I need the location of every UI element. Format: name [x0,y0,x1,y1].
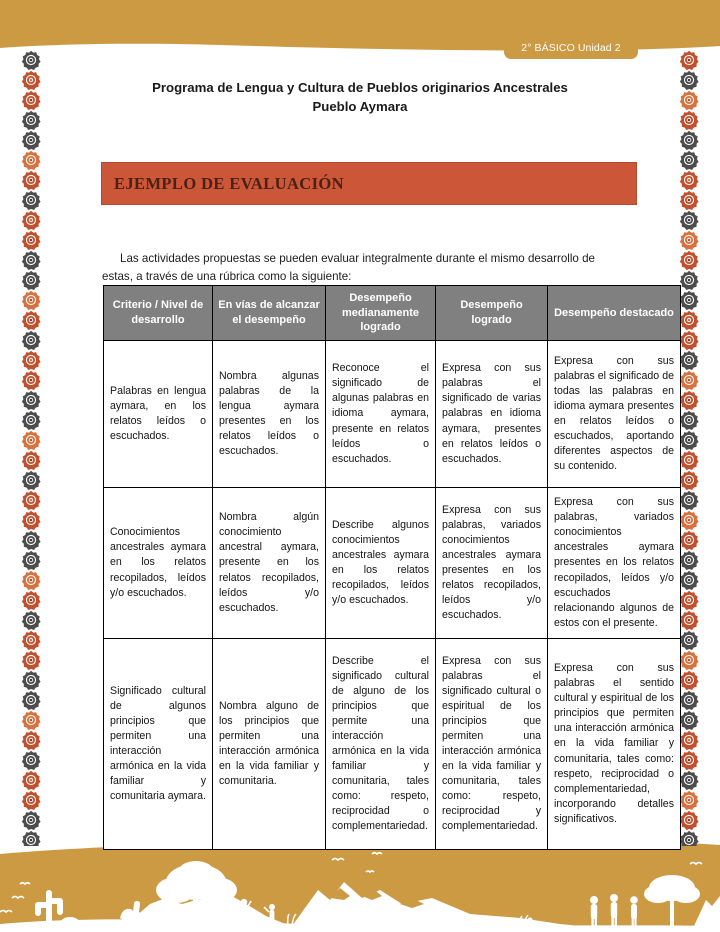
cell-destacado: Expresa con sus palabras, variados conocimientos ancestrales aymara presentes en los relatos recopilados, leídos y/o escuchados relacionando algunos de estos con el presente. [548,488,681,639]
table-header-logrado: Desempeño logrado [436,286,548,341]
left-decorative-border [14,46,48,846]
table-header-en-vias: En vías de alcanzar el desempeño [213,286,326,341]
cell-en-vias: Nombra alguno de los principios que permiten una interacción armónica en la vida familiar y comunitaria. [213,639,326,850]
intro-paragraph: Las actividades propuestas se pueden evaluar integralmente durante el mismo desarrollo de estas, a través de una rúbrica como la siguiente: [102,251,595,283]
section-banner-title: EJEMPLO DE EVALUACIÓN [114,173,344,193]
cell-en-vias: Nombra algunas palabras de la lengua aymara presentes en los relatos leídos o escuchados. [213,341,326,488]
page-title [110,78,610,116]
cell-medianamente: Reconoce el significado de algunas palabras en idioma aymara, presente en relatos leídos o escuchados. [326,341,436,488]
cell-logrado: Expresa con sus palabras el significado de varias palabras en idioma aymara, presentes en relatos leídos o escuchados. [436,341,548,488]
table-header-destacado: Desempeño destacado [548,286,681,341]
cell-logrado: Expresa con sus palabras el significado cultural o espiritual de los principios que permiten una interacción armónica en la vida familiar y comunitaria, tales como: respeto, reciprocidad y complementariedad. [436,639,548,850]
cell-destacado: Expresa con sus palabras el sentido cultural y espiritual de los principios que permiten una interacción armónica en la vida familiar y comunitaria, tales como: respeto, reciprocidad o complementariedad, incorporando detalles significativos. [548,639,681,850]
rubric-table-container [103,285,680,850]
cell-medianamente: Describe el significado cultural de alguno de los principios que permite una interacción armónica en la vida familiar y comunitaria, tales como: respeto, reciprocidad o complementariedad. [326,639,436,850]
table-row [104,488,681,639]
cell-criterion: Conocimientos ancestrales aymara en los relatos recopilados, leídos y/o escuchados. [104,488,213,639]
cell-en-vias: Nombra algún conocimiento ancestral aymara, presente en los relatos recopilados, leídos y/o escuchados. [213,488,326,639]
page-title-line-2: Pueblo Aymara [312,99,408,115]
section-banner [102,163,636,204]
cell-logrado: Expresa con sus palabras, variados conocimientos ancestrales aymara presentes en los relatos recopilados, leídos y/o escuchados. [436,488,548,639]
table-header-criterio: Criterio / Nivel de desarrollo [104,286,213,341]
rubric-table [103,285,681,850]
cell-criterion: Significado cultural de algunos principios que permiten una interacción armónica en la vida familiar y comunitaria aymara. [104,639,213,850]
cell-medianamente: Describe algunos conocimientos ancestrales aymara en los relatos recopilados, leídos y/o escuchados. [326,488,436,639]
bottom-landscape-illustration [0,838,720,932]
unit-badge-label: 2° BÁSICO Unidad 2 [521,42,621,55]
page-title-line-1: Programa de Lengua y Cultura de Pueblos originarios Ancestrales [152,80,568,95]
unit-badge [504,38,638,59]
cell-criterion: Palabras en lengua aymara, en los relatos leídos o escuchados. [104,341,213,488]
table-header-row [104,286,681,341]
table-row [104,639,681,850]
table-header-medianamente: Desempeño medianamente logrado [326,286,436,341]
cell-destacado: Expresa con sus palabras el significado de todas las palabras en idioma aymara presentes en relatos leídos o escuchados, aportando diferentes aspectos de su contenido. [548,341,681,488]
table-row [104,341,681,488]
